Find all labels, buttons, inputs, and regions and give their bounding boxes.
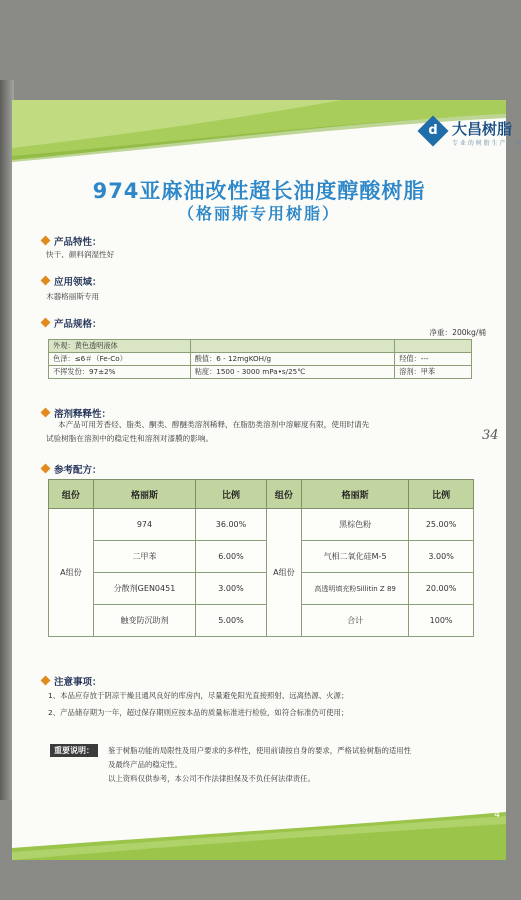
- diamond-bullet-icon: [41, 236, 51, 246]
- product-subtitle: （格丽斯专用树脂）: [177, 204, 340, 223]
- spec-cell: 外观：黄色透明液体: [49, 340, 191, 353]
- solvent-line-2: 试验树脂在溶剂中的稳定性和溶剂对漆膜的影响。: [46, 434, 214, 443]
- logo-subtitle: 专 业 的 树 脂 生 产 厂 商: [452, 140, 521, 147]
- table-cell: 100%: [409, 605, 474, 637]
- table-cell: 20.00%: [409, 573, 474, 605]
- group-cell: A组份: [49, 509, 94, 637]
- table-row: [49, 541, 474, 573]
- table-cell: 36.00%: [196, 509, 266, 541]
- diamond-bullet-icon: [41, 318, 51, 328]
- table-cell: 合计: [302, 605, 409, 637]
- spec-cell: 羟值：---: [395, 353, 472, 366]
- formula-heading: 参考配方：: [42, 462, 102, 476]
- table-cell: 二甲苯: [93, 541, 196, 573]
- spec-cell: [190, 340, 394, 353]
- table-row: [49, 353, 472, 366]
- formula-table: [48, 479, 474, 637]
- spec-cell: 不挥发份：97±2%: [49, 366, 191, 379]
- table-cell: 25.00%: [409, 509, 474, 541]
- diamond-bullet-icon: [41, 408, 51, 418]
- table-cell: 黑棕色粉: [302, 509, 409, 541]
- page-number: 4: [494, 810, 500, 820]
- table-cell: 气相二氧化硅M-5: [302, 541, 409, 573]
- important-line-1: 鉴于树脂功能的局限性及用户要求的多样性，使用前请按自身的要求，严格试验树脂的适用性: [108, 746, 412, 755]
- solvent-heading: 溶剂释释性：: [42, 406, 111, 420]
- table-row: [49, 340, 472, 353]
- spec-table: [48, 339, 472, 379]
- table-cell: 触变防沉助剂: [93, 605, 196, 637]
- application-text: 木器格丽斯专用: [46, 292, 100, 301]
- important-line-2: 及最终产品的稳定性。: [108, 760, 182, 769]
- table-header-row: [49, 480, 474, 509]
- notes-heading: 注意事项：: [42, 674, 102, 688]
- logo-name: 大昌树脂: [452, 120, 513, 138]
- table-cell: 3.00%: [409, 541, 474, 573]
- table-cell: 高透明填充粉Sillitin Z 89: [302, 573, 409, 605]
- note-item: 1、本品应存放于阴凉干燥且通风良好的库房内，尽量避免阳光直接照射、远离热源、火源；: [48, 691, 349, 700]
- solvent-text: [46, 418, 490, 446]
- table-cell: 974: [93, 509, 196, 541]
- header-cell: 格丽斯: [302, 480, 409, 509]
- table-cell: 3.00%: [196, 573, 266, 605]
- header-cell: 比例: [409, 480, 474, 509]
- important-line-3: 以上资料仅供参考，本公司不作法律担保及不负任何法律责任。: [108, 774, 315, 783]
- table-row: [49, 573, 474, 605]
- brochure-page: [12, 100, 521, 860]
- spec-cell: 色泽：≤6＃（Fe-Co）: [49, 353, 191, 366]
- spec-cell: 酸值：6 - 12mgKOH/g: [190, 353, 394, 366]
- application-heading: 应用领域：: [42, 274, 102, 288]
- diamond-bullet-icon: [41, 676, 51, 686]
- table-cell: 分散剂GEN0451: [93, 573, 196, 605]
- diamond-bullet-icon: [41, 276, 51, 286]
- table-row: [49, 366, 472, 379]
- footer-green-band: [12, 790, 506, 860]
- features-heading: 产品特性：: [42, 234, 102, 248]
- note-item: 2、产品储存期为一年，超过保存期则应按本品的质量标准进行检验，如符合标准仍可使用；: [48, 708, 349, 717]
- product-title: 974亚麻油改性超长油度醇酸树脂: [92, 179, 426, 203]
- spec-heading: 产品规格：: [42, 316, 102, 330]
- table-row: [49, 605, 474, 637]
- spec-cell: 粘度：1500 - 3000 mPa•s/25℃: [190, 366, 394, 379]
- important-label: 重要说明：: [50, 744, 98, 757]
- solvent-line-1: 本产品可用芳香烃、脂类、酮类、醇醚类溶剂稀释，在脂肪类溶剂中溶解度有限，使用时请先: [58, 420, 370, 429]
- group-cell: A组份: [266, 509, 301, 637]
- header-cell: 组份: [266, 480, 301, 509]
- spec-cell: 溶剂：甲苯: [395, 366, 472, 379]
- table-cell: 5.00%: [196, 605, 266, 637]
- table-row: [49, 509, 474, 541]
- company-logo: [416, 116, 521, 152]
- features-text: 快干、颜料润湿性好: [46, 250, 115, 259]
- table-cell: 6.00%: [196, 541, 266, 573]
- diamond-bullet-icon: [41, 464, 51, 474]
- spec-cell: [395, 340, 472, 353]
- handwritten-mark: 34: [482, 428, 499, 443]
- header-cell: 格丽斯: [93, 480, 196, 509]
- header-cell: 比例: [196, 480, 266, 509]
- logo-badge-icon: d: [417, 115, 448, 146]
- header-cell: 组份: [49, 480, 94, 509]
- net-weight: 净重：200kg/桶: [429, 328, 486, 337]
